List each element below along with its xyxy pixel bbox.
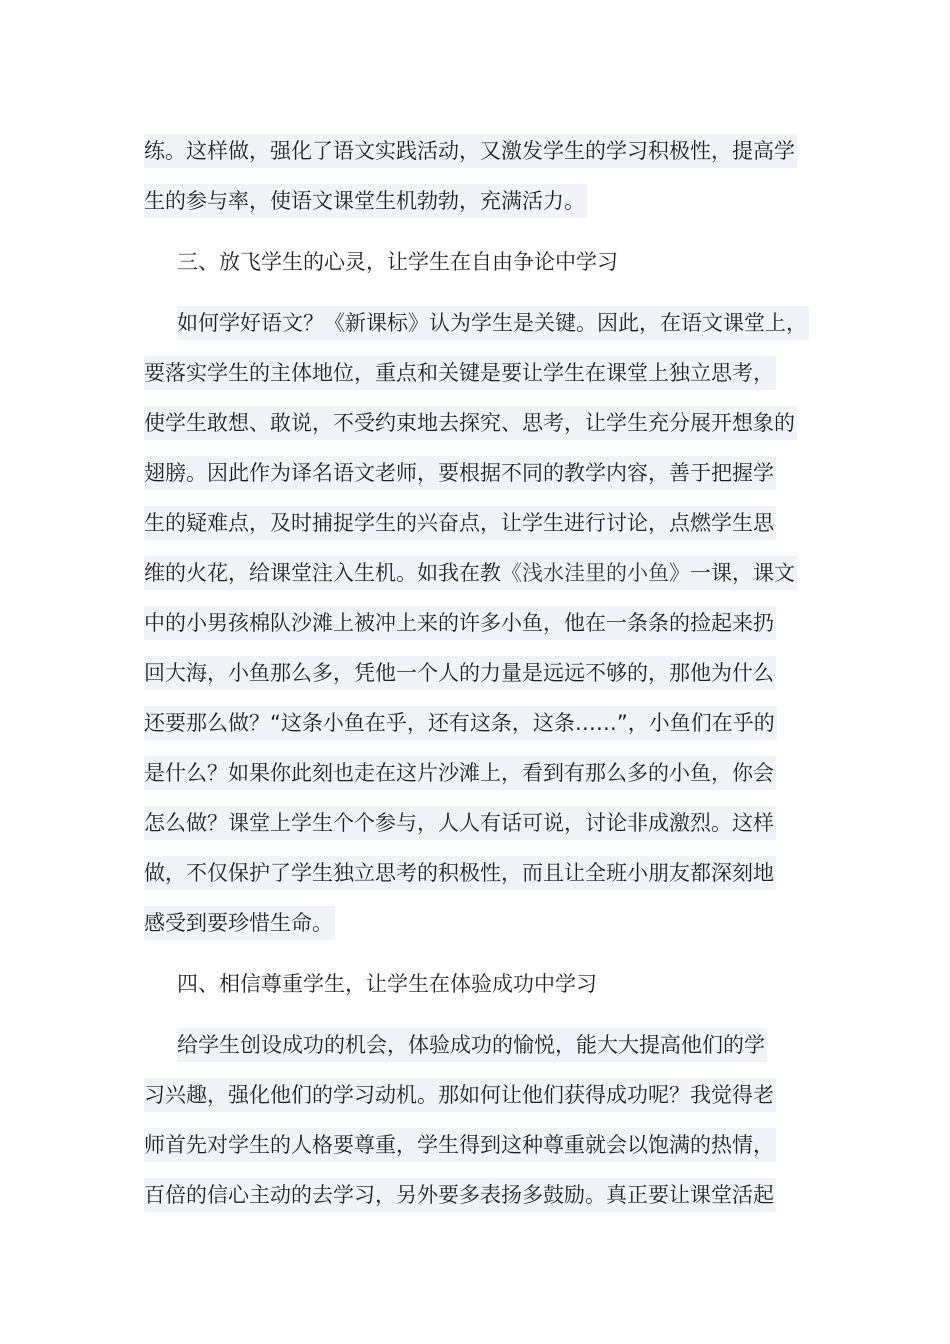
paragraph-line: 给学生创设成功的机会，体验成功的愉悦，能大大提高他们的学 bbox=[177, 1028, 767, 1062]
book-title: 《浅水洼里的小鱼 bbox=[501, 561, 669, 585]
paragraph-line: 练。这样做，强化了语文实践活动，又激发学生的学习积极性，提高学 bbox=[144, 134, 797, 168]
line-text: 》一课，课文 bbox=[669, 561, 795, 585]
paragraph-line: 师首先对学生的人格要尊重，学生得到这种尊重就会以饱满的热情， bbox=[144, 1128, 776, 1162]
paragraph-line: 使学生敢想、敢说，不受约束地去探究、思考，让学生充分展开想象的 bbox=[144, 406, 797, 440]
paragraph-line: 回大海，小鱼那么多，凭他一个人的力量是远远不够的，那他为什么 bbox=[144, 656, 776, 690]
paragraph-line: 还要那么做？“这条小鱼在乎，还有这条，这条……”，小鱼们在乎的 bbox=[144, 706, 777, 740]
paragraph-line: 怎么做？课堂上学生个个参与，人人有话可说，讨论非成激烈。这样 bbox=[144, 806, 776, 840]
paragraph-line: 翅膀。因此作为译名语文老师，要根据不同的教学内容，善于把握学 bbox=[144, 456, 776, 490]
paragraph-line: 生的参与率，使语文课堂生机勃勃，充满活力。 bbox=[144, 184, 587, 218]
paragraph-line bbox=[144, 556, 797, 590]
paragraph-line: 中的小男孩棉队沙滩上被冲上来的许多小鱼，他在一条条的捡起来扔 bbox=[144, 606, 776, 640]
paragraph-line: 如何学好语文？《新课标》认为学生是关键。因此，在语文课堂上， bbox=[177, 306, 809, 340]
paragraph-line: 是什么？如果你此刻也走在这片沙滩上，看到有那么多的小鱼，你会 bbox=[144, 756, 776, 790]
book-title-text: 浅水洼里的小鱼 bbox=[522, 561, 669, 585]
paragraph-line: 百倍的信心主动的去学习，另外要多表扬多鼓励。真正要让课堂活起 bbox=[144, 1178, 776, 1212]
section-heading-3: 三、放飞学生的心灵，让学生在自由争论中学习 bbox=[177, 250, 618, 274]
paragraph-line: 要落实学生的主体地位，重点和关键是要让学生在课堂上独立思考， bbox=[144, 356, 776, 390]
line-text: 维的火花，给课堂注入生机。如我在教 bbox=[144, 561, 501, 585]
section-heading-4: 四、相信尊重学生，让学生在体验成功中学习 bbox=[177, 972, 597, 996]
paragraph-line: 生的疑难点，及时捕捉学生的兴奋点，让学生进行讨论，点燃学生思 bbox=[144, 506, 776, 540]
paragraph-line: 习兴趣，强化他们的学习动机。那如何让他们获得成功呢？我觉得老 bbox=[144, 1078, 776, 1112]
paragraph-line: 感受到要珍惜生命。 bbox=[144, 906, 335, 940]
paragraph-line: 做，不仅保护了学生独立思考的积极性，而且让全班小朋友都深刻地 bbox=[144, 856, 776, 890]
